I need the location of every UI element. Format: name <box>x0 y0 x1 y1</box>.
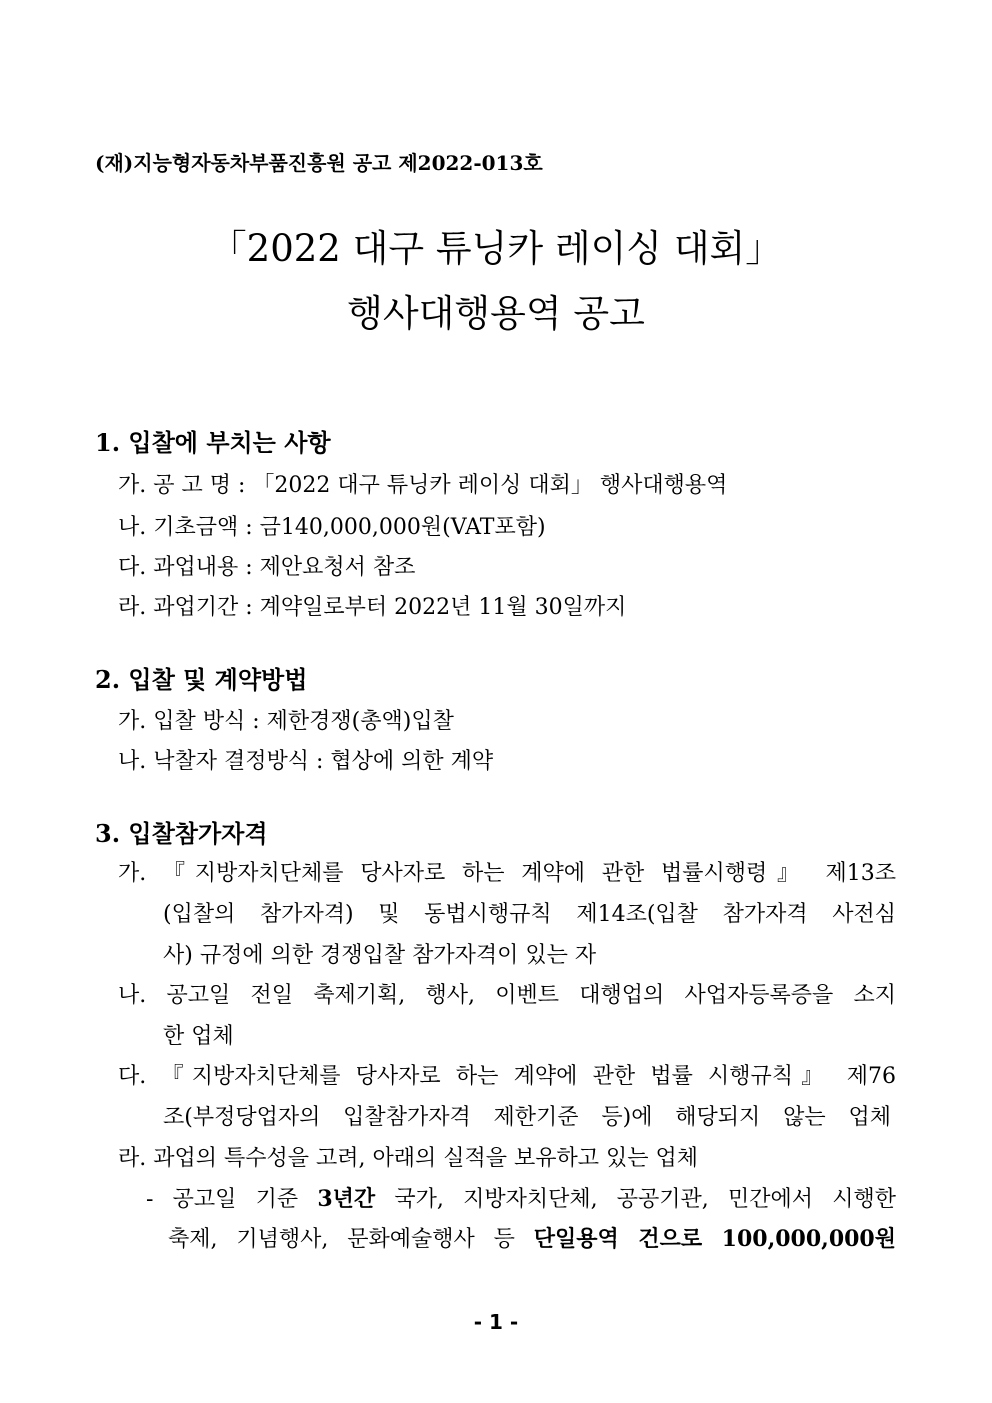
section-1-heading: 1. 입찰에 부치는 사항 <box>95 428 331 457</box>
page-number: - 1 - <box>473 1310 519 1334</box>
sub-bullet-line2: 축제, 기념행사, 문화예술행사 등 단일용역 건으로 100,000,000원 <box>168 1226 896 1252</box>
section-3-item-ga-line1: 가. 『지방자치단체를 당사자로 하는 계약에 관한 법률시행령』 제13조 <box>118 861 896 886</box>
section-1-item-ra: 라. 과업기간 : 계약일로부터 2022년 11월 30일까지 <box>118 595 627 620</box>
section-1-item-ga: 가. 공 고 명 : 「2022 대구 튜닝카 레이싱 대회」 행사대행용역 <box>118 473 728 498</box>
section-2-heading: 2. 입찰 및 계약방법 <box>95 665 308 694</box>
section-3-item-ga-line2: (입찰의 참가자격) 및 동법시행규칙 제14조(입찰 참가자격 사전심 <box>163 902 896 927</box>
section-3-item-ra-line1: 라. 과업의 특수성을 고려, 아래의 실적을 보유하고 있는 업체 <box>118 1146 698 1171</box>
section-1-item-da: 다. 과업내용 : 제안요청서 참조 <box>118 555 416 580</box>
section-1-item-na: 나. 기초금액 : 금140,000,000원(VAT포함) <box>118 515 546 540</box>
section-3-item-ga-line3: 사) 규정에 의한 경쟁입찰 참가자격이 있는 자 <box>163 943 597 968</box>
section-3-item-da-line2: 조(부정당업자의 입찰참가자격 제한기준 등)에 해당되지 않는 업체 <box>163 1105 891 1130</box>
section-2-item-na: 나. 낙찰자 결정방식 : 협상에 의한 계약 <box>118 749 494 774</box>
section-3-heading: 3. 입찰참가자격 <box>95 819 268 848</box>
section-3-item-da-line1: 다. 『지방자치단체를 당사자로 하는 계약에 관한 법률 시행규칙』 제76 <box>118 1064 896 1089</box>
document-title-line2: 행사대행용역 공고 <box>347 292 645 335</box>
section-3-item-na-line2: 한 업체 <box>163 1024 234 1049</box>
sub-bullet-line1: - 공고일 기준 3년간 국가, 지방자치단체, 공공기관, 민간에서 시행한 <box>146 1186 896 1212</box>
section-3-item-na-line1: 나. 공고일 전일 축제기획, 행사, 이벤트 대행업의 사업자등록증을 소지 <box>118 983 896 1008</box>
document-title-line1: 「2022 대구 튜닝카 레이싱 대회」 <box>209 227 783 270</box>
notice-number: (재)지능형자동차부품진흥원 공고 제2022-013호 <box>95 151 543 175</box>
section-2-item-ga: 가. 입찰 방식 : 제한경쟁(총액)입찰 <box>118 709 454 734</box>
